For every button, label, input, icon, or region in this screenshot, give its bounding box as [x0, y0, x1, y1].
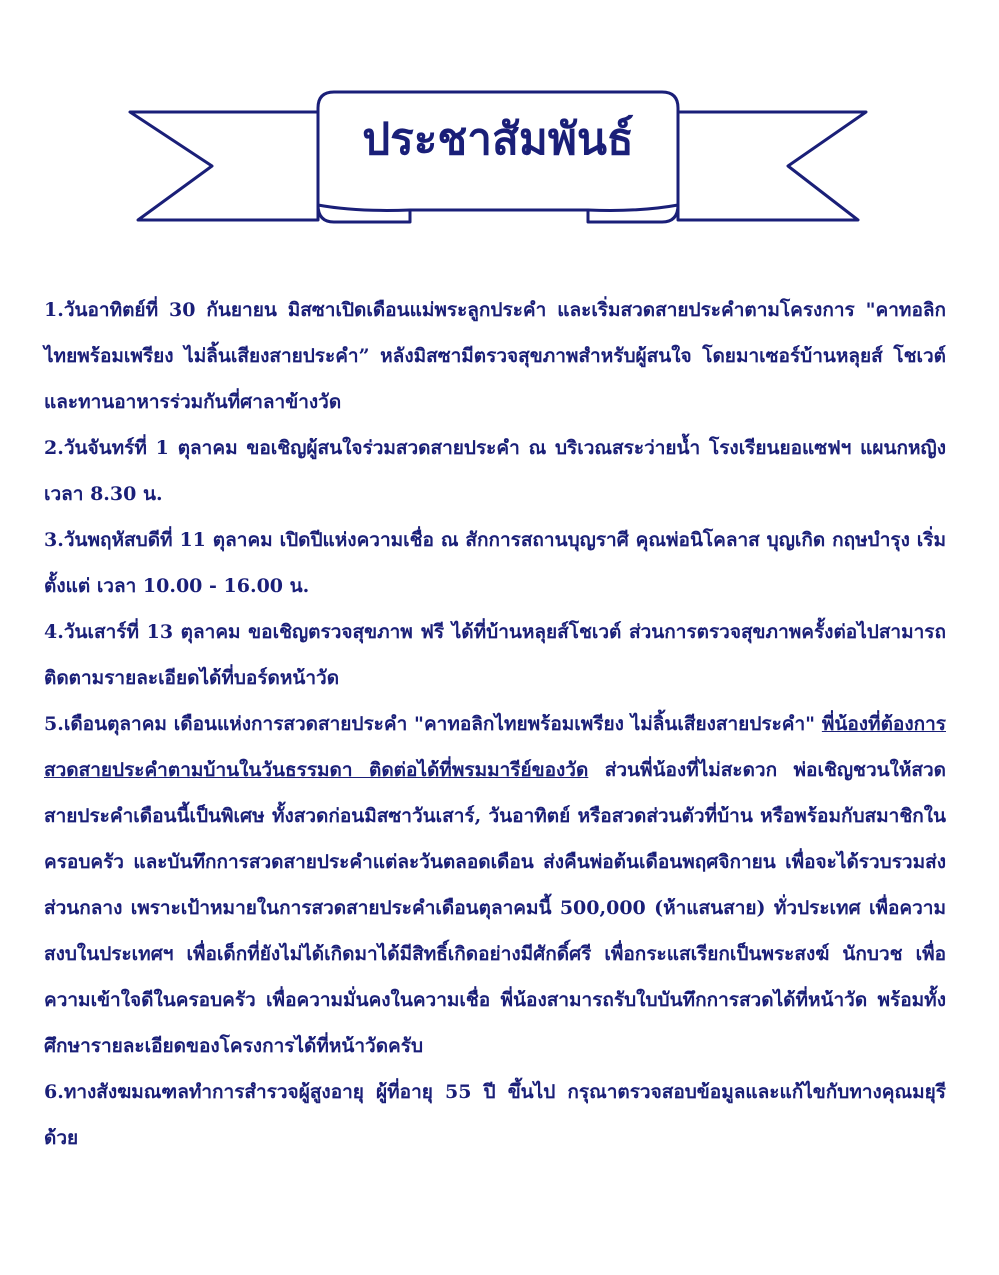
announcement-5-underlined-note: พี่น้องที่ต้องการสวดสายประคำตามบ้านในวันธรรมดา ติดต่อได้ที่พรมมารีย์ของวัด	[44, 713, 946, 781]
announcement-item-1: 1.วันอาทิตย์ที่ 30 กันยายน มิสซาเปิดเดือนแม่พระลูกประคำ และเริ่มสวดสายประคำตามโครงการ "คาทอลิกไทยพร้อมเพรียง ไม่ลิ้นเสียงสายประคำ” หลังมิสซามีตรวจสุขภาพสำหรับผู้สนใจ โดยมาเซอร์บ้านหลุยส์ โชเวต์ และทานอาหารร่วมกันที่ศาลาข้างวัด	[44, 299, 946, 413]
announcement-5-details: ส่วนพี่น้องที่ไม่สะดวก พ่อเชิญชวนให้สวดสายประคำเดือนนี้เป็นพิเศษ ทั้งสวดก่อนมิสซาวันเสาร์, วันอาทิตย์ หรือสวดส่วนตัวที่บ้าน หรือพร้อมกับสมาชิกในครอบครัว และบันทึกการสวดสายประคำแต่ละวันตลอดเดือน ส่งคืนพ่อต้นเดือนพฤศจิกายน เพื่อจะได้รวบรวมส่งส่วนกลาง เพราะเป้าหมายในการสวดสายประคำเดือนตุลาคมนี้ 500,000 (ห้าแสนสาย) ทั่วประเทศ เพื่อความสงบในประเทศฯ เพื่อเด็กที่ยังไม่ได้เกิดมาได้มีสิทธิ์เกิดอย่างมีศักดิ์ศรี เพื่อกระแสเรียกเป็นพระสงฆ์ นักบวช เพื่อความเข้าใจดีในครอบครัว เพื่อความมั่นคงในความเชื่อ พี่น้องสามารถรับใบบันทึกการสวดได้ที่หน้าวัด พร้อมทั้งศึกษารายละเอียดของโครงการได้ที่หน้าวัดครับ	[44, 759, 947, 1057]
announcement-item-4: 4.วันเสาร์ที่ 13 ตุลาคม ขอเชิญตรวจสุขภาพ ฟรี ได้ที่บ้านหลุยส์โชเวต์ ส่วนการตรวจสุขภาพครั้งต่อไปสามารถติดตามรายละเอียดได้ที่บอร์ดหน้าวัด	[44, 621, 946, 689]
announcement-5-intro: 5.เดือนตุลาคม เดือนแห่งการสวดสายประคำ "คาทอลิกไทยพร้อมเพรียง ไม่ลิ้นเสียงสายประคำ"	[44, 713, 822, 735]
ribbon-left-tail	[130, 112, 318, 220]
ribbon-right-tail	[678, 112, 866, 220]
announcement-item-2: 2.วันจันทร์ที่ 1 ตุลาคม ขอเชิญผู้สนใจร่วมสวดสายประคำ ณ บริเวณสระว่ายน้ำ โรงเรียนยอแซฟฯ แผนกหญิง เวลา 8.30 น.	[44, 437, 946, 505]
title-banner	[0, 0, 999, 250]
announcement-item-5	[44, 701, 946, 1069]
page-title: ประชาสัมพันธ์	[362, 114, 634, 165]
announcement-item-6: 6.ทางสังฆมณฑลทำการสำรวจผู้สูงอายุ ผู้ที่อายุ 55 ปี ขึ้นไป กรุณาตรวจสอบข้อมูลและแก้ไขกับทางคุณมยุรีด้วย	[44, 1081, 946, 1149]
announcement-item-3: 3.วันพฤหัสบดีที่ 11 ตุลาคม เปิดปีแห่งความเชื่อ ณ สักการสถานบุญราศี คุณพ่อนิโคลาส บุญเกิด กฤษบำรุง เริ่มตั้งแต่ เวลา 10.00 - 16.00 น.	[44, 529, 946, 597]
announcement-list	[44, 287, 946, 1161]
